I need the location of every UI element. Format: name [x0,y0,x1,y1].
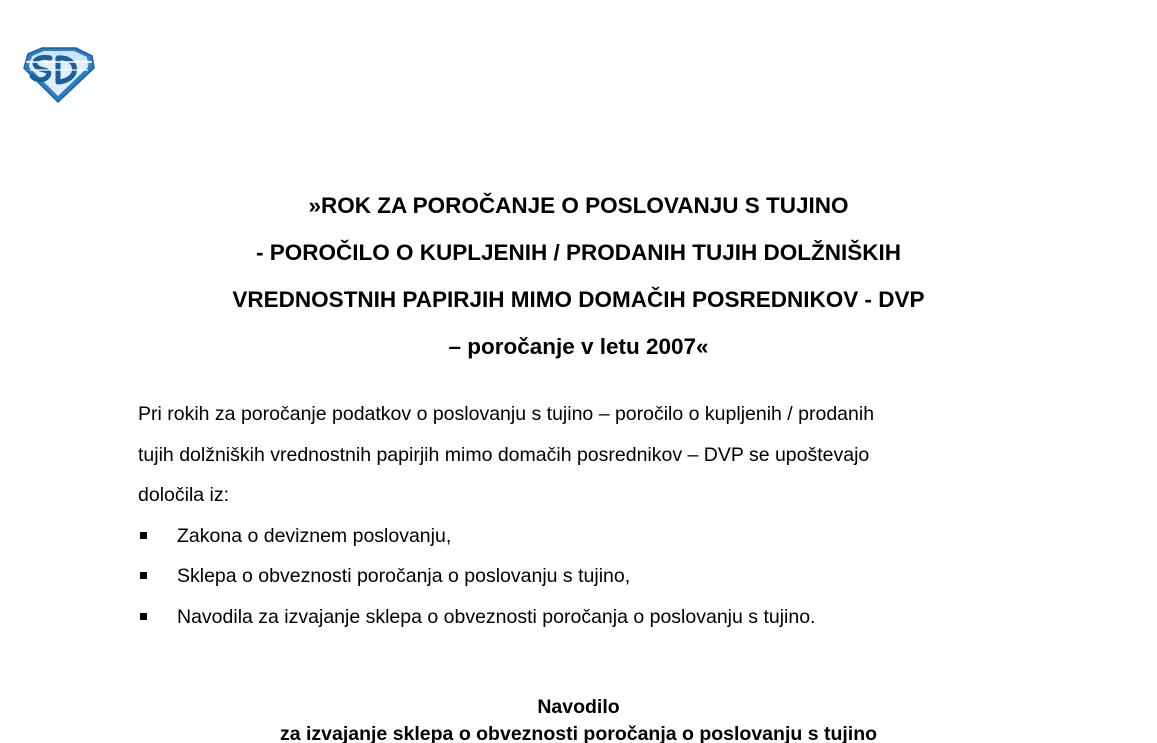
title-line-4: – poročanje v letu 2007« [448,334,709,359]
intro-line-1: Pri rokih za poročanje podatkov o poslovanju s tujino – poročilo o kupljenih / prodanih [138,403,875,425]
list-item [138,597,1038,638]
title-line-1: »ROK ZA POROČANJE O POSLOVANJU S TUJINO [308,193,849,218]
regulation-list [138,516,1038,638]
section-heading-line-2: za izvajanje sklepa o obveznosti poročanja o poslovanju s tujino [279,723,878,743]
list-item-text: Zakona o deviznem poslovanju, [177,524,452,547]
list-item-text: Sklepa o obveznosti poročanja o poslovanju s tujino, [177,565,631,587]
sd-shield-logo-icon [22,46,96,104]
company-logo [22,46,96,104]
square-bullet-icon [140,532,147,539]
section-heading [0,694,1157,743]
square-bullet-icon [140,613,147,620]
square-bullet-icon [140,572,147,579]
intro-line-2: tujih dolžniških vrednostnih papirjih mimo domačih posrednikov – DVP se upoštevajo [138,443,870,466]
document-title [0,182,1157,370]
list-item-text: Navodila za izvajanje sklepa o obveznosti poročanja o poslovanju s tujino. [177,605,816,628]
list-item [138,556,1038,597]
document-body [138,394,1038,637]
intro-line-3: določila iz: [138,484,230,506]
section-heading-line-1: Navodilo [537,696,620,718]
list-item [138,516,1038,557]
title-line-3: VREDNOSTNIH PAPIRJIH MIMO DOMAČIH POSREDNIKOV - DVP [232,287,925,312]
title-line-2: - POROČILO O KUPLJENIH / PRODANIH TUJIH DOLŽNIŠKIH [255,240,902,265]
